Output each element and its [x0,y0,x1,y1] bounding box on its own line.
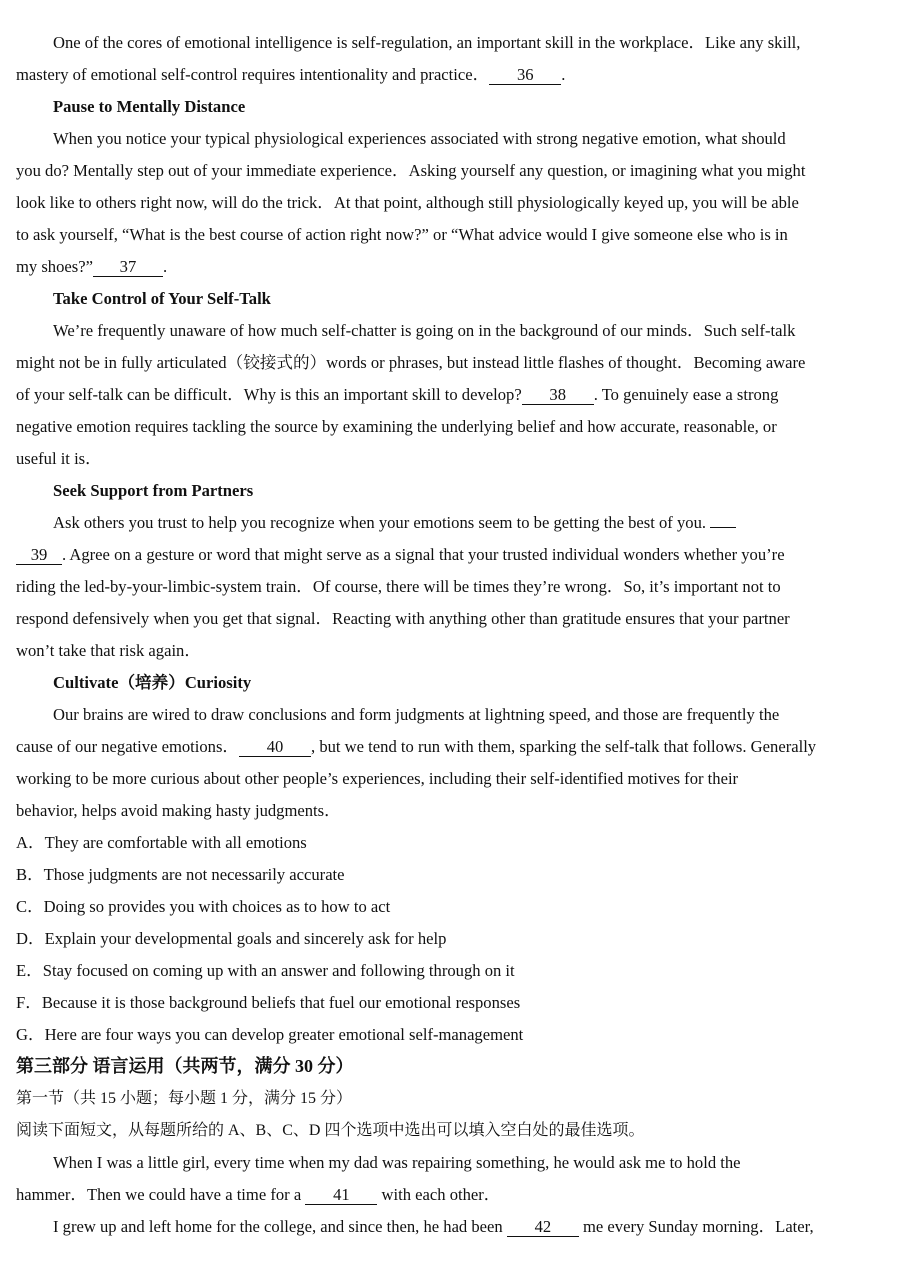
text-run: might not be in fully articulated（铰接式的）words or phrases, but instead little flashes of thought．Becoming aware [16,353,806,372]
text-run: mastery of emotional self-control requires intentionality and practice． [16,65,490,84]
line-10 [53,320,795,342]
section-heading [16,1055,354,1077]
text-run: E．Stay focused on coming up with an answer and following through on it [16,961,515,980]
line-28 [53,1216,814,1238]
answer-blank: 41 [305,1185,377,1205]
option-b [16,864,345,886]
answer-blank: 40 [239,737,311,757]
text-run: 阅读下面短文，从每题所给的 A、B、C、D 四个选项中选出可以填入空白处的最佳选项。 [16,1122,645,1139]
option-g [16,1024,523,1046]
text-run: Take Control of Your Self-Talk [53,289,271,308]
text-run: . [162,257,168,276]
text-run: negative emotion requires tackling the source by examining the underlying belief and how accurate, reasonable, or [16,417,777,436]
text-run: you do? Mentally step out of your immediate experience．Asking yourself any question, or imagining what you might [16,161,806,180]
line-21 [53,672,251,694]
text-run: When you notice your typical physiological experiences associated with strong negative emotion, what should [53,129,786,148]
answer-blank: 42 [507,1217,579,1237]
text-run: A．They are comfortable with all emotions [16,833,307,852]
line-16 [53,512,736,534]
text-run: One of the cores of emotional intelligence is self-regulation, an important skill in the workplace．Like any skill, [53,33,801,52]
text-run: I grew up and left home for the college, and since then, he had been [53,1217,507,1236]
option-c [16,896,390,918]
text-run: D．Explain your developmental goals and sincerely ask for help [16,929,447,948]
text-run: working to be more curious about other people’s experiences, including their self-identified motives for their [16,769,739,788]
line-22 [53,704,779,726]
text-run: . Agree on a gesture or word that might serve as a signal that your trusted individual wonders whether you’re [62,545,785,564]
text-run: When I was a little girl, every time when my dad was repairing something, he would ask me to hold the [53,1153,741,1172]
text-run: me every Sunday morning．Later, [578,1217,814,1236]
line-19 [16,608,790,630]
line-18 [16,576,781,598]
option-a [16,832,307,854]
line-24 [16,768,738,790]
answer-blank: 38 [522,385,594,405]
text-run: 第三部分 语言运用（共两节，满分 30 分） [16,1056,354,1076]
line-02 [16,64,565,86]
answer-blank: 36 [489,65,561,85]
line-27 [16,1184,500,1206]
line-26 [53,1152,741,1174]
text-run: riding the led-by-your-limbic-system train．Of course, there will be times they’re wrong．So, it’s important not to [16,577,781,596]
text-run: with each other． [377,1185,501,1204]
answer-blank: 37 [93,257,163,277]
line-01 [53,32,800,54]
line-06 [16,192,799,214]
line-12 [16,384,778,406]
text-run: Cultivate（培养）Curiosity [53,673,252,692]
option-f [16,992,520,1014]
text-run: won’t take that risk again． [16,641,201,660]
line-11 [16,352,805,374]
line-25 [16,800,341,822]
text-run: C．Doing so provides you with choices as to how to act [16,897,391,916]
answer-blank [710,527,736,528]
text-run: hammer．Then we could have a time for a [16,1185,306,1204]
text-run: look like to others right now, will do the trick．At that point, although still physiologically keyed up, you will be able [16,193,799,212]
option-e [16,960,515,982]
line-08 [16,256,167,278]
answer-blank: 39 [16,545,62,565]
text-run: Pause to Mentally Distance [53,97,246,116]
text-run: to ask yourself, “What is the best course of action right now?” or “What advice would I give someone else who is in [16,225,788,244]
text-run: Seek Support from Partners [53,481,254,500]
text-run: Our brains are wired to draw conclusions and form judgments at lightning speed, and those are frequently the [53,705,780,724]
line-09 [53,288,271,310]
line-20 [16,640,201,662]
text-run: F．Because it is those background beliefs that fuel our emotional responses [16,993,521,1012]
text-run: my shoes?” [16,257,93,276]
text-run: B．Those judgments are not necessarily accurate [16,865,345,884]
subsection-heading [16,1088,352,1110]
text-run: , but we tend to run with them, sparking the self-talk that follows. Generally [311,737,817,756]
option-d [16,928,446,950]
text-run: G．Here are four ways you can develop greater emotional self-management [16,1025,524,1044]
text-run: respond defensively when you get that signal．Reacting with anything other than gratitude ensures that your partner [16,609,790,628]
text-run: We’re frequently unaware of how much self-chatter is going on in the background of our minds．Such self-talk [53,321,796,340]
text-run: . [561,65,566,84]
line-14 [16,448,102,470]
text-run: . To genuinely ease a strong [593,385,779,404]
line-13 [16,416,777,438]
text-run: 第一节（共 15 小题；每小题 1 分，满分 15 分） [16,1090,353,1107]
line-03 [53,96,245,118]
line-23 [16,736,816,758]
instructions [16,1120,644,1142]
line-04 [53,128,786,150]
line-17 [16,544,785,566]
line-05 [16,160,805,182]
text-run: useful it is． [16,449,102,468]
text-run: cause of our negative emotions． [16,737,240,756]
text-run: behavior, helps avoid making hasty judgments． [16,801,341,820]
line-15 [53,480,253,502]
text-run: Ask others you trust to help you recognize when your emotions seem to be getting the best of you. [53,513,711,532]
line-07 [16,224,788,246]
text-run: of your self-talk can be difficult．Why is this an important skill to develop? [16,385,522,404]
